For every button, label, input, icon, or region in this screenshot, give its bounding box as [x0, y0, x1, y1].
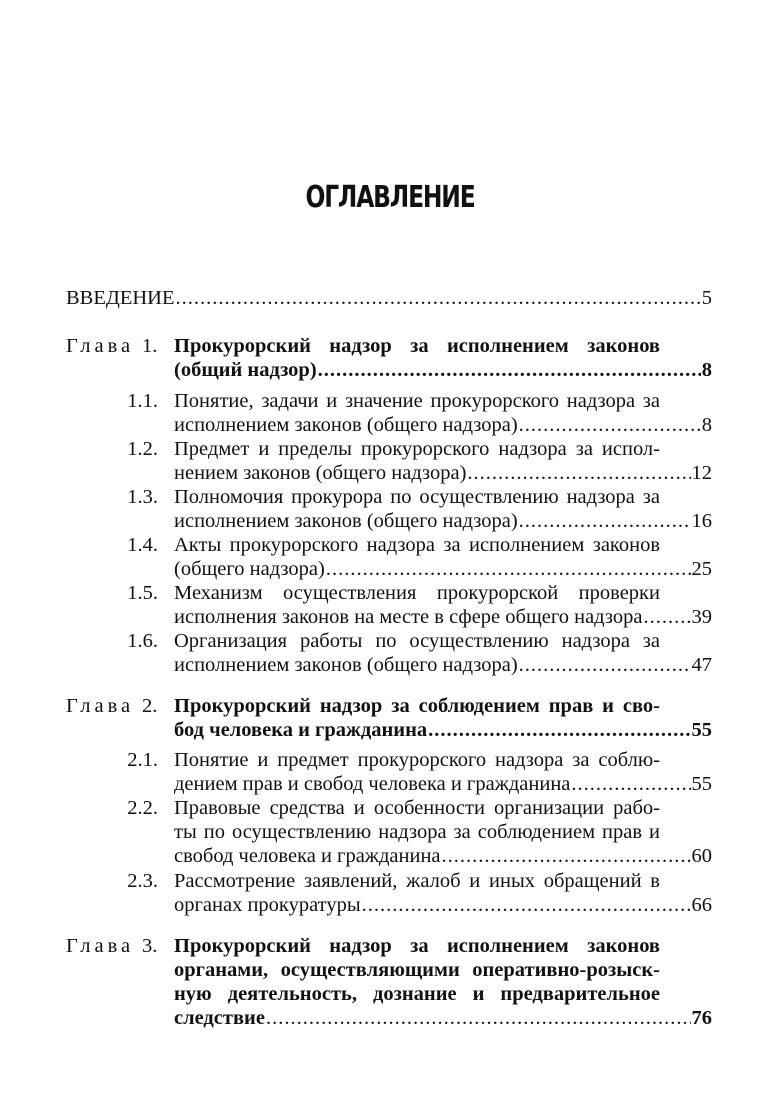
leader-dots: [519, 413, 701, 437]
chapter-title[interactable]: ную деятельность, дознание и предварительное: [174, 983, 660, 1005]
toc-page-number: 66: [691, 894, 712, 916]
section-title[interactable]: Организация работы по осуществлению надзора за: [174, 630, 660, 652]
chapter-label: Глава: [66, 935, 135, 957]
section-title-end[interactable]: [174, 893, 712, 917]
chapter-title[interactable]: Прокурорский надзор за соблюдением прав и сво-: [174, 695, 660, 717]
chapter-number: 3.: [142, 935, 158, 957]
leader-dots: [318, 358, 701, 382]
toc-page-number: 8: [701, 359, 712, 381]
section-title[interactable]: ты по осуществлению надзора за соблюдением прав и: [174, 821, 660, 843]
section-title-end[interactable]: [174, 509, 712, 533]
toc-page-number: 55: [691, 773, 712, 795]
section-number: 1.2.: [127, 438, 158, 460]
toc-page-number: 76: [691, 1007, 712, 1029]
chapter-title-text: бод человека и гражданина: [174, 719, 428, 741]
section-title-end[interactable]: [174, 653, 712, 677]
leader-dots: [326, 557, 691, 581]
leader-dots: [362, 893, 691, 917]
toc-page-number: 5: [701, 287, 712, 309]
section-title-end[interactable]: [174, 605, 712, 629]
leader-dots: [176, 286, 701, 310]
chapter-title[interactable]: Прокурорский надзор за исполнением законов: [174, 335, 660, 357]
chapter-label: Глава: [66, 335, 135, 357]
section-title-end[interactable]: [174, 413, 712, 437]
section-number: 1.3.: [127, 486, 158, 508]
section-title[interactable]: Понятие, задачи и значение прокурорского надзора за: [174, 390, 660, 412]
leader-dots: [571, 772, 690, 796]
toc-page-number: 55: [691, 719, 712, 741]
section-title-end[interactable]: [174, 557, 712, 581]
section-number: 1.4.: [127, 534, 158, 556]
section-title[interactable]: Механизм осуществления прокурорской проверки: [174, 582, 660, 604]
section-title-text: свобод человека и гражданина: [174, 845, 441, 867]
section-title-text: (общего надзора): [174, 558, 325, 580]
section-title-end[interactable]: [174, 772, 712, 796]
toc-entry-label: ВВЕДЕНИЕ: [66, 287, 175, 309]
section-title-text: исполнения законов на месте в сфере общего надзора: [174, 606, 643, 628]
section-title[interactable]: Акты прокурорского надзора за исполнением законов: [174, 534, 660, 556]
section-title[interactable]: Полномочия прокурора по осуществлению надзора за: [174, 486, 660, 508]
toc-page-number: 39: [691, 606, 712, 628]
chapter-number: 2.: [142, 695, 158, 717]
section-title-end[interactable]: [174, 461, 712, 485]
chapter-title[interactable]: органами, осуществляющими оперативно-розыск-: [174, 959, 660, 981]
leader-dots: [643, 605, 690, 629]
toc-page-number: 60: [691, 845, 712, 867]
toc-page-number: 8: [701, 414, 712, 436]
toc-page-number: 47: [691, 654, 712, 676]
chapter-title-text: следствие: [174, 1007, 265, 1029]
section-number: 1.6.: [127, 630, 158, 652]
section-title[interactable]: Рассмотрение заявлений, жалоб и иных обращений в: [174, 870, 660, 892]
chapter-title-end[interactable]: [174, 1006, 712, 1030]
page-title: ОГЛАВЛЕНИЕ: [305, 180, 475, 215]
leader-dots: [266, 1006, 691, 1030]
chapter-title[interactable]: Прокурорский надзор за исполнением законов: [174, 935, 660, 957]
leader-dots: [519, 509, 691, 533]
toc-page-number: 25: [691, 558, 712, 580]
section-number: 2.1.: [127, 749, 158, 771]
section-number: 2.2.: [127, 797, 158, 819]
section-title-text: органах прокуратуры: [174, 894, 361, 916]
section-number: 2.3.: [127, 870, 158, 892]
section-number: 1.5.: [127, 582, 158, 604]
section-title-text: исполнением законов (общего надзора): [174, 654, 518, 676]
section-title-end[interactable]: [174, 844, 712, 868]
chapter-title-end[interactable]: [174, 718, 712, 742]
section-title[interactable]: Понятие и предмет прокурорского надзора за соблю-: [174, 749, 660, 771]
section-title-text: дением прав и свобод человека и гражданина: [174, 773, 571, 795]
chapter-title-end[interactable]: [174, 358, 712, 382]
toc-page-number: 12: [691, 462, 712, 484]
toc-page-number: 16: [691, 510, 712, 532]
section-title-text: исполнением законов (общего надзора): [174, 414, 518, 436]
leader-dots: [519, 653, 691, 677]
toc-entry-intro[interactable]: [66, 286, 712, 310]
section-title-text: исполнением законов (общего надзора): [174, 510, 518, 532]
section-title-text: нением законов (общего надзора): [174, 462, 467, 484]
section-title[interactable]: Правовые средства и особенности организации рабо-: [174, 797, 660, 819]
chapter-label: Глава: [66, 695, 135, 717]
leader-dots: [467, 461, 690, 485]
chapter-title-text: (общий надзор): [174, 359, 317, 381]
leader-dots: [442, 844, 691, 868]
chapter-number: 1.: [142, 335, 158, 357]
section-number: 1.1.: [127, 390, 158, 412]
section-title[interactable]: Предмет и пределы прокурорского надзора за испол-: [174, 438, 660, 460]
leader-dots: [428, 718, 690, 742]
